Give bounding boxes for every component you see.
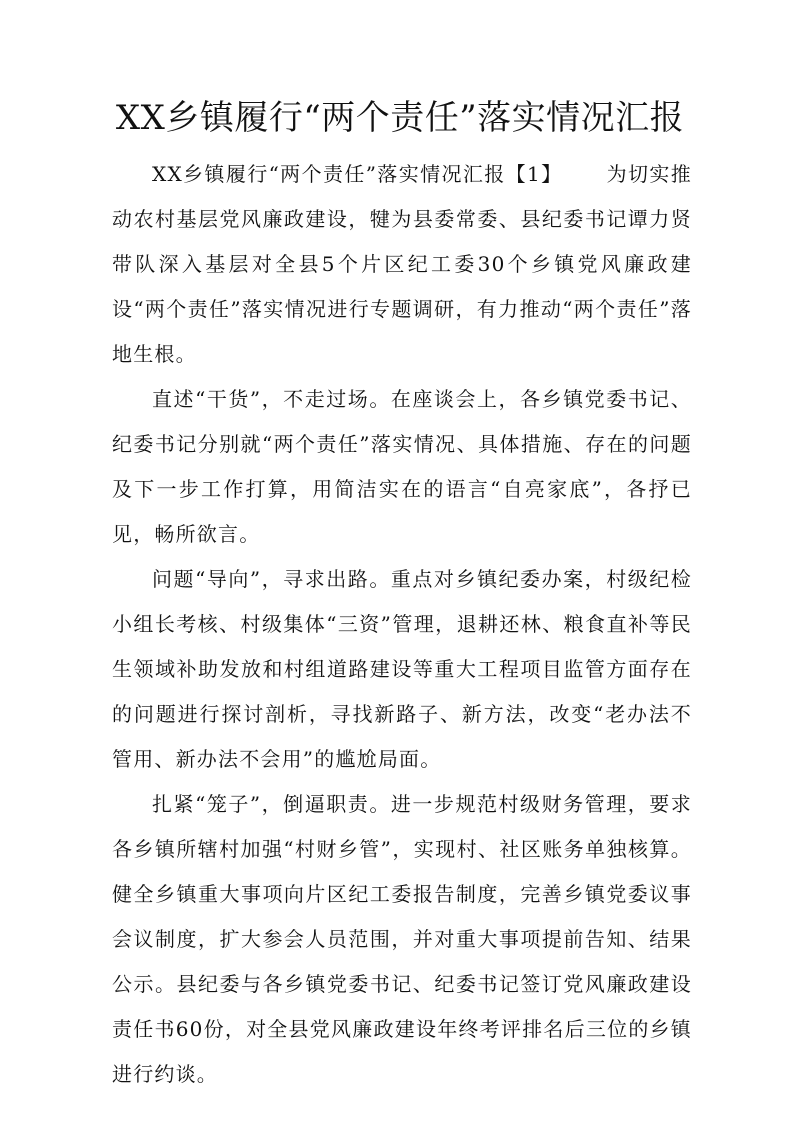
document-title: XX乡镇履行“两个责任”落实情况汇报 (115, 98, 685, 138)
paragraph-2: 直述“干货”，不走过场。在座谈会上，各乡镇党委书记、纪委书记分别就“两个责任”落实情况、具体措施、存在的问题及下一步工作打算，用简洁实在的语言“自亮家底”，各抒已见，畅所欲言。 (112, 387, 692, 546)
paragraph-intro (112, 152, 692, 377)
paragraph-4: 扎紧“笼子”，倒逼职责。进一步规范村级财务管理，要求各乡镇所辖村加强“村财乡管”，实现村、社区账务单独核算。健全乡镇重大事项向片区纪工委报告制度，完善乡镇党委议事会议制度，扩大参会人员范围，并对重大事项提前告知、结果公示。县纪委与各乡镇党委书记、纪委书记签订党风廉政建设责任书60份，对全县党风廉政建设年终考评排名后三位的乡镇进行约谈。 (112, 792, 692, 1086)
intro-text: 为切实推动农村基层党风廉政建设，犍为县委常委、县纪委书记谭力贤带队深入基层对全县5个片区纪工委30个乡镇党风廉政建设“两个责任”落实情况进行专题调研，有力推动“两个责任”落地生根。 (112, 162, 692, 366)
document-body (112, 152, 692, 1097)
paragraph-3: 问题“导向”，寻求出路。重点对乡镇纪委办案，村级纪检小组长考核、村级集体“三资”管理，退耕还林、粮食直补等民生领域补助发放和村组道路建设等重大工程项目监管方面存在的问题进行探讨剖析，寻找新路子、新方法，改变“老办法不管用、新办法不会用”的尴尬局面。 (112, 567, 692, 771)
intro-heading: XX乡镇履行“两个责任”落实情况汇报【1】 (152, 162, 563, 186)
